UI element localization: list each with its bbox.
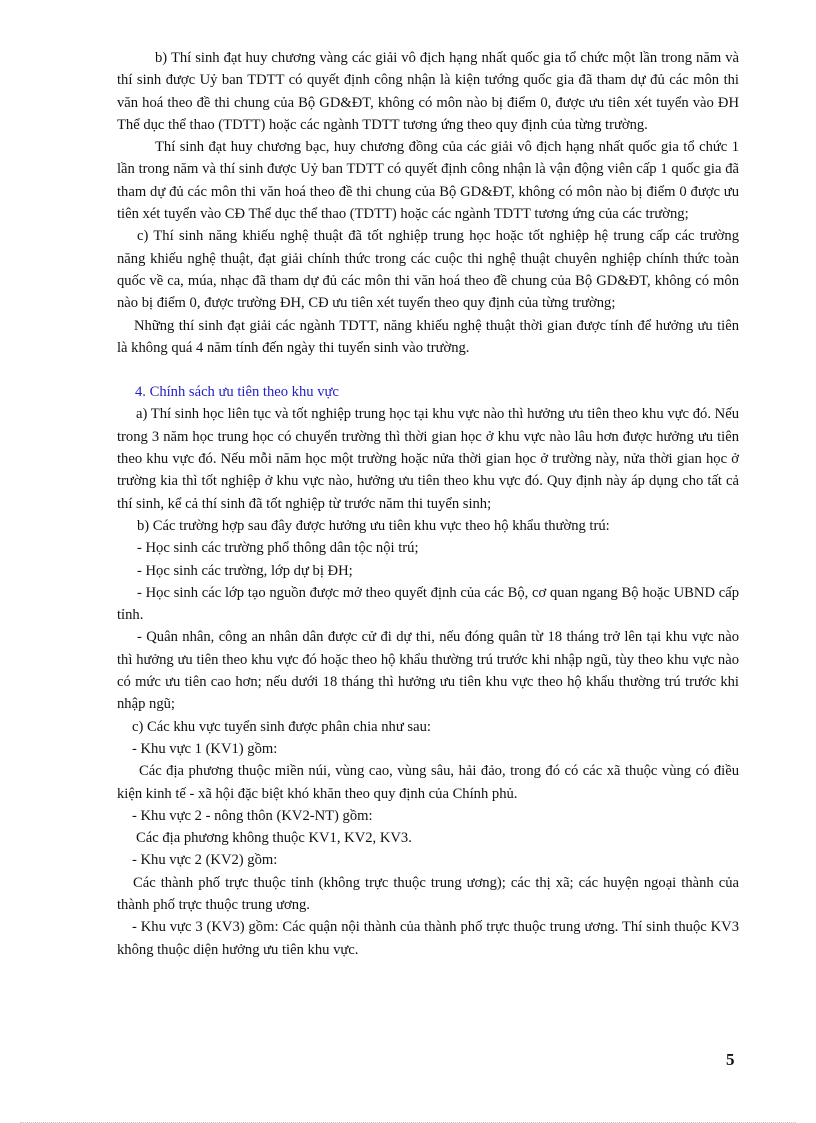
region-kv2nt-desc: Các địa phương không thuộc KV1, KV2, KV3.: [136, 830, 412, 847]
region-kv2-title: - Khu vực 2 (KV2) gồm:: [132, 852, 278, 869]
paragraph-4b: b) Các trường hợp sau đây được hưởng ưu tiên khu vực theo hộ khẩu thường trú:: [137, 517, 610, 534]
region-kv3: - Khu vực 3 (KV3) gồm: Các quận nội thành của thành phố trực thuộc trung ương. Thí sinh thuộc KV3 không thuộc diện hưởng ưu tiên khu vực.: [117, 919, 739, 958]
document-body: [117, 47, 739, 961]
paragraph-award-duration: Những thí sinh đạt giải các ngành TDTT, năng khiếu nghệ thuật thời gian được tính để hưởng ưu tiên là không quá 4 năm tính đến ngày thi tuyển sinh vào trường.: [117, 317, 739, 356]
region-kv2nt-title: - Khu vực 2 - nông thôn (KV2-NT) gồm:: [132, 807, 373, 824]
list-item-military-police: - Quân nhân, công an nhân dân được cử đi dự thi, nếu đóng quân từ 18 tháng trở lên tại khu vực nào thì hưởng ưu tiên theo khu vực đó hoặc theo hộ khẩu thường trú trước khi nhập ngũ, tùy theo khu vực nào có mức ưu tiên cao hơn; nếu dưới 18 tháng thì hưởng ưu tiên khu vực theo hộ khẩu thường trú trước khi nhập ngũ;: [117, 629, 739, 713]
region-kv1-desc: Các địa phương thuộc miền núi, vùng cao, vùng sâu, hải đảo, trong đó có các xã thuộc vùng có điều kiện kinh tế - xã hội đặc biệt khó khăn theo quy định của Chính phủ.: [117, 763, 739, 802]
region-kv1-title: - Khu vực 1 (KV1) gồm:: [132, 740, 278, 757]
list-item-ethnic-boarding: - Học sinh các trường phổ thông dân tộc nội trú;: [137, 540, 419, 557]
paragraph-4a: a) Thí sinh học liên tục và tốt nghiệp trung học tại khu vực nào thì hưởng ưu tiên theo khu vực đó. Nếu trong 3 năm học trung học có chuyển trường thì thời gian học ở khu vực nào lâu hơn được hưởng ưu tiên theo khu vực đó. Nếu mỗi năm học một trường hoặc nửa thời gian học ở trường này, nửa thời gian học ở trường kia thì tốt nghiệp ở khu vực nào, hưởng ưu tiên theo khu vực đó. Quy định này áp dụng cho tất cả thí sinh, kể cả thí sinh đã tốt nghiệp từ trước năm thi tuyển sinh;: [117, 406, 739, 512]
paragraph-silver-bronze: Thí sinh đạt huy chương bạc, huy chương đồng của các giải vô địch hạng nhất quốc gia tổ chức 1 lần trong năm và thí sinh được Uỷ ban TDTT có quyết định công nhận là vận động viên cấp 1 quốc gia đã tham dự đủ các môn thi văn hoá theo đề thi chung của Bộ GD&ĐT, không có môn nào bị điểm 0 được ưu tiên xét tuyển vào CĐ Thể dục thể thao (TDTT) hoặc các ngành TDTT tương ứng của các trường;: [117, 139, 739, 223]
paragraph-1c: c) Thí sinh năng khiếu nghệ thuật đã tốt nghiệp trung học hoặc tốt nghiệp hệ trung cấp các trường năng khiếu nghệ thuật, đạt giải chính thức trong các cuộc thi nghệ thuật chuyên nghiệp chính thức toàn quốc về ca, múa, nhạc đã tham dự đủ các môn thi văn hoá theo đề chung của Bộ GD&ĐT, không có môn nào bị điểm 0, được trường ĐH, CĐ ưu tiên xét tuyển theo quy định của từng trường;: [117, 228, 739, 312]
list-item-source-classes: - Học sinh các lớp tạo nguồn được mở theo quyết định của các Bộ, cơ quan ngang Bộ hoặc UBND cấp tỉnh.: [117, 584, 739, 624]
paragraph-1b: b) Thí sinh đạt huy chương vàng các giải vô địch hạng nhất quốc gia tổ chức một lần trong năm và thí sinh được Uỷ ban TDTT có quyết định công nhận là kiện tướng quốc gia đã tham dự đủ các môn thi văn hoá theo đề thi chung của Bộ GD&ĐT, không có môn nào bị điểm 0, được ưu tiên xét tuyển vào ĐH Thể dục thể thao (TDTT) hoặc các ngành TDTT tương ứng theo quy định của từng trường.: [117, 50, 739, 133]
page-number: 5: [726, 1050, 735, 1069]
paragraph-4c: c) Các khu vực tuyển sinh được phân chia như sau:: [132, 718, 431, 735]
region-kv2-desc: Các thành phố trực thuộc tỉnh (không trực thuộc trung ương); các thị xã; các huyện ngoại thành của thành phố trực thuộc trung ương.: [117, 874, 739, 913]
list-item-preparatory: - Học sinh các trường, lớp dự bị ĐH;: [137, 562, 353, 579]
section-heading-4: 4. Chính sách ưu tiên theo khu vực: [135, 384, 339, 401]
